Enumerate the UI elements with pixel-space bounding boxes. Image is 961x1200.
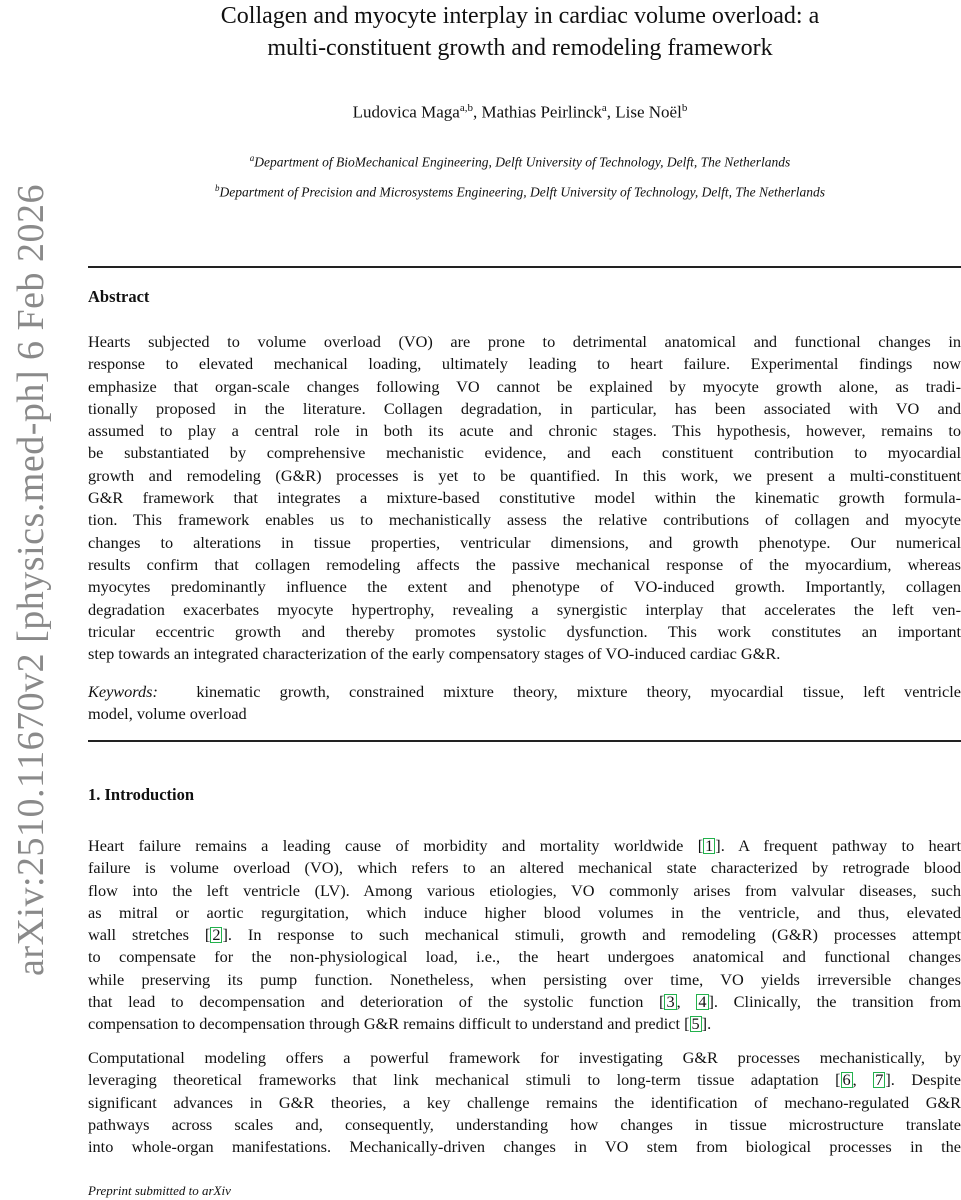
- abstract-line: growth and remodeling (G&R) processes is yet to be quantified. In this work, we present a multi-constituent: [88, 465, 961, 485]
- keywords-text: kinematic growth, constrained mixture theory, mixture theory, myocardial tissue, left ventricle: [196, 682, 961, 701]
- citation-link[interactable]: 4: [698, 992, 707, 1012]
- affiliation-b: [80, 183, 960, 201]
- abstract-line: emphasize that organ-scale changes following VO cannot be explained by myocyte growth alone, as tradi-: [88, 376, 961, 396]
- paragraph-line: flow into the left ventricle (LV). Among various etiologies, VO commonly arises from valvular diseases, such: [88, 880, 961, 900]
- author-name: Mathias Peirlinck: [481, 102, 602, 122]
- paragraph-line: [88, 835, 961, 857]
- intro-paragraph-2: [88, 1047, 961, 1158]
- paragraph-line: [88, 1069, 961, 1091]
- paragraph-line: Computational modeling offers a powerful framework for investigating G&R processes mechanistically, by: [88, 1048, 961, 1067]
- affil-marker: b: [214, 183, 220, 193]
- author-affil-sup: a,b: [459, 102, 473, 114]
- text-run: ,: [676, 992, 697, 1012]
- text-run: leveraging theoretical frameworks that link mechanical stimuli to long-term tissue adaptation [: [88, 1070, 841, 1090]
- author-affil-sup: b: [681, 102, 688, 114]
- citation-link[interactable]: 2: [212, 925, 221, 945]
- introduction-heading: 1. Introduction: [88, 785, 195, 804]
- divider-top: [88, 266, 961, 268]
- text-run: Heart failure remains a leading cause of morbidity and mortality worldwide [: [88, 836, 704, 855]
- author-name: Lise Noël: [615, 102, 682, 122]
- affil-marker: a: [249, 153, 255, 163]
- author-list: Ludovica Maga$^{a,b}$, Mathias Peirlinck$^a$, Lise Noël$^b$: [352, 102, 688, 122]
- abstract-line: be substantiated by comprehensive mechanistic evidence, and each constituent contribution to myocardial: [88, 443, 961, 463]
- paragraph-line: to compensate for the non-physiological load, i.e., the heart undergoes anatomical and functional changes: [88, 947, 961, 967]
- abstract-line: tion. This framework enables us to mechanistically assess the relative contributions of collagen and myocyte: [88, 510, 961, 530]
- title-line-1: Collagen and myocyte interplay in cardiac volume overload: a: [220, 3, 820, 29]
- paragraph-line: significant advances in G&R theories, a key challenge remains the identification of mechano-regulated G&R: [88, 1092, 961, 1112]
- author-affil-sup: a: [601, 102, 607, 114]
- paragraph-line: [88, 924, 961, 946]
- paper-title: [80, 0, 960, 64]
- text-run: ]. In response to such mechanical stimuli, growth and remodeling (G&R) processes attempt: [222, 925, 961, 945]
- affil-text: Department of BioMechanical Engineering, Delft University of Technology, Delft, The Netherlands: [254, 154, 791, 170]
- abstract-line: results confirm that collagen remodeling affects the passive mechanical response of the myocardium, whereas: [88, 554, 961, 574]
- paragraph-line: [88, 1013, 961, 1035]
- paragraph-line: pathways across scales and, consequently, understanding how changes in tissue microstructure translate: [88, 1114, 961, 1134]
- arxiv-identifier[interactable]: arXiv:2510.11670v2 [physics.med-ph] 6 Feb 2026: [10, 183, 52, 977]
- abstract-line: tionally proposed in the literature. Collagen degradation, in particular, has been associated with VO and: [88, 398, 961, 418]
- affiliation-a: [80, 153, 960, 171]
- abstract-line: G&R framework that integrates a mixture-based constitutive model within the kinematic growth formula-: [88, 488, 961, 508]
- abstract-line: response to elevated mechanical loading, ultimately leading to heart failure. Experimental findings now: [88, 354, 961, 374]
- preprint-footer: Preprint submitted to arXiv: [88, 1183, 231, 1198]
- text-run: wall stretches [: [88, 925, 211, 945]
- paragraph-line: into whole-organ manifestations. Mechanically-driven changes in VO stem from biological processes in the: [88, 1137, 961, 1157]
- abstract-heading: Abstract: [88, 287, 150, 306]
- abstract-body: [88, 331, 961, 665]
- text-run: ,: [852, 1070, 874, 1090]
- abstract-line: myocytes predominantly influence the extent and phenotype of VO-induced growth. Importantly, collagen: [88, 577, 961, 597]
- keywords-line: [88, 681, 961, 703]
- title-line-2: multi-constituent growth and remodeling framework: [267, 35, 773, 61]
- text-run: ]. Clinically, the transition from: [708, 992, 961, 1012]
- keywords-label: Keywords:: [88, 682, 158, 701]
- affil-text: Department of Precision and Microsystems Engineering, Delft University of Technology, Delft, The Netherlands: [219, 184, 826, 200]
- paragraph-line: failure is volume overload (VO), which refers to an altered mechanical state characterized by retrograde blood: [88, 858, 961, 878]
- text-run: ]. Despite: [885, 1070, 961, 1090]
- text-run: that lead to decompensation and deterioration of the systolic function [: [88, 992, 665, 1012]
- text-run: compensation to decompensation through G&R remains difficult to understand and predict [: [88, 1014, 690, 1034]
- abstract-line: changes to alterations in tissue properties, ventricular dimensions, and growth phenotype. Our numerical: [88, 532, 961, 552]
- paragraph-line: as mitral or aortic regurgitation, which induce higher blood volumes in the ventricle, and thus, elevated: [88, 902, 961, 922]
- keywords: [88, 681, 961, 726]
- text-run: ].: [701, 1014, 712, 1034]
- abstract-line: tricular eccentric growth and thereby promotes systolic dysfunction. This work constitutes an important: [88, 621, 961, 641]
- intro-paragraph-1: [88, 835, 961, 1036]
- divider-bottom: [88, 740, 961, 742]
- paragraph-line: while preserving its pump function. Nonetheless, when persisting over time, VO yields irreversible changes: [88, 969, 961, 989]
- citation-link[interactable]: 5: [691, 1014, 700, 1034]
- paragraph-line: [88, 991, 961, 1013]
- citation-link[interactable]: 6: [842, 1070, 851, 1090]
- citation-link[interactable]: 3: [666, 992, 675, 1012]
- citation-link[interactable]: 1: [705, 836, 714, 855]
- abstract-line: step towards an integrated characterization of the early compensatory stages of VO-induced cardiac G&R.: [88, 644, 781, 664]
- author-name: Ludovica Maga: [352, 102, 460, 122]
- text-run: ]. A frequent pathway to heart: [715, 836, 961, 855]
- citation-link[interactable]: 7: [875, 1070, 884, 1090]
- abstract-line: degradation exacerbates myocyte hypertrophy, revealing a synergistic interplay that accelerates the left ven-: [88, 599, 961, 619]
- arxiv-sidebar: [0, 0, 62, 1200]
- keywords-line: model, volume overload: [88, 704, 247, 724]
- abstract-line: assumed to play a central role in both its acute and chronic stages. This hypothesis, however, remains to: [88, 421, 961, 441]
- abstract-line: Hearts subjected to volume overload (VO) are prone to detrimental anatomical and functional changes in: [88, 332, 961, 351]
